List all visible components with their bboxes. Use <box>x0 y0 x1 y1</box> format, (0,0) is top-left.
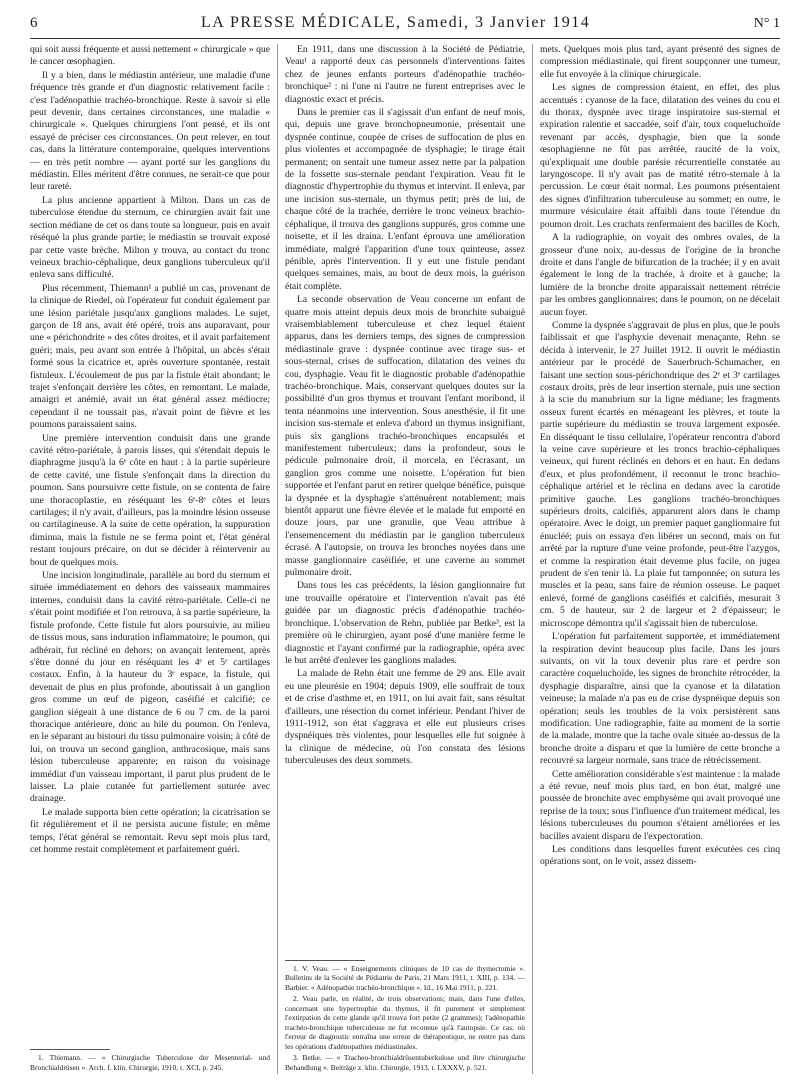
paragraph: Une première intervention conduisit dans une grande cavité rétro-pariétale, à parois lisses, qui s'étendait depuis le diaphragme jusqu'à la 6ᵉ côte en haut : à la partie supérieure de cette cavité, une fistule s'enfonçait dans la direction du poumon. Sans poursuivre cette fistule, on se contenta de faire une thoracoplastie, en réséquant les 6ᵉ-8ᵉ côtes et leurs cartilages; il n'y avait, d'ailleurs, pas la moindre lésion osseuse ou cartilagineuse. A la suite de cette opération, la suppuration diminua, mais la fistule ne se ferma point et, l'état général restant toujours précaire, on dut se décider à réintervenir au bout de quelques mois. <box>30 432 270 568</box>
page-number: 6 <box>30 15 38 31</box>
column-1 <box>30 44 270 1074</box>
paragraph: qui soit aussi fréquente et aussi nettement « chirurgicale » que le cancer œsophagien. <box>30 44 270 68</box>
paragraph: Comme la dyspnée s'aggravait de plus en plus, que le pouls faiblissait et que l'asphyxie devenait menaçante, Rehn se décida à intervenir, le 27 Juillet 1912. Il ouvrit le médiastin antérieur par le procédé de Sauerbruch-Schumacher, en faisant une section sous-périchondrique des 2ᵉ et 3ᵉ cartilages costaux droits, près de leur insertion sternale, puis une section à la scie du manubrium sur la ligne médiane; les fragments osseux furent écartés en ménageant les plèvres, et toute la partie supérieure du médiastin se trouva largement exposée. En disséquant le tissu cellulaire, l'opérateur rencontra d'abord la veine cave supérieure et les troncs brachio-céphaliques veineux, qui furent réclinés en dehors et en haut. En dedans d'eux, et plus profondément, il reconnut le tronc brachio-céphalique artériel et le réclina en dedans avec la carotide primitive gauche. Les ganglions trachéo-bronchiques supérieurs droits, calcifiés, apparurent alors dans le champ opératoire. Avec le doigt, un premier paquet ganglionnaire fut énucléé; puis on essaya d'en libérer un second, mais on fut arrêté par la rupture d'une veine profonde, peut-être l'azygos, et comme la respiration était devenue plus facile, on jugea prudent de s'en tenir là. La plaie fut tamponnée; on sutura les muscles et la peau, sans faire de réunion osseuse. Le paquet enlevé, formé de ganglions caséifiés et calcifiés, mesurait 3 cm. 5 de hauteur, sur 2 de largeur et 2 d'épaisseur; le microscope démontra qu'il s'agissait bien de tuberculose. <box>540 319 780 629</box>
issue-number: N° 1 <box>753 16 780 31</box>
paragraph: Dans tous les cas précédents, la lésion ganglionnaire fut une trouvaille opératoire et l'intervention n'avait pas été guidée par un diagnostic précis d'adénopathie trachéo-bronchique. L'observation de Rehn, publiée par Betke³, est la première où le chirurgien, ayant posé d'une manière ferme le diagnostic et l'ayant confirmé par la radiographie, opéra avec le but arrêté d'enlever les ganglions malades. <box>285 580 525 666</box>
paragraph: L'opération fut parfaitement supportée, et immédiatement la respiration devint beaucoup plus facile. Dans les jours suivants, on vit la toux devenir plus rare et perdre son caractère coqueluchoïde, les signes de bronchite rétrocéder, la dysphagie disparaître, ainsi que la cyanose et la dilatation veineuse; la malade n'a pas eu de crise dyspnéique depuis son opération; seuls les troubles de la voix persistèrent sans modification. Une radiographie, faite au moment de la sortie de la malade, montre que la tache ovale située au-dessus de la bronche droite a disparu et que la lumière de cette bronche a recouvré sa largeur normale, sans trace de rétrécissement. <box>540 631 780 767</box>
paragraph: La plus ancienne appartient à Milton. Dans un cas de tuberculose étendue du sternum, ce chirurgien avait fait une section médiane de cet os dans toute sa longueur, puis en avait réséqué la plus grande partie; le médiastin se trouvait exposé par cette vaste brèche. Milton y trouva, au contact du tronc veineux brachio-céphalique, deux ganglions tuberculeux qu'il enleva sans difficulté. <box>30 194 270 281</box>
paragraph: A la radiographie, on voyait des ombres ovales, de la grosseur d'une noix, au-dessus de l'origine de la bronche droite et dans l'angle de bifurcation de la trachée; il y en avait également le long de la trachée, à droite et à gauche; la lumière de la bronche droite apparaissait nettement rétrécie par les ombres ganglionnaires; dans le poumon, on ne décelait aucun foyer. <box>540 232 780 318</box>
footnote: 2. Veau parle, en réalité, de trois observations; mais, dans l'une d'elles, concernant une hypertrophie du thymus, il fit purement et simplement l'extirpation de cette glande qu'il trouva fort petite (2 grammes); l'adénopathie trachéo-bronchique tuberculeuse ne fut reconnue qu'à l'autopsie. Ce cas, où l'erreur de diagnostic entraîna une erreur de thérapeutique, ne rentre pas dans les opérations d'adénopathies médiastinales. <box>285 994 525 1051</box>
column-divider <box>277 44 278 1074</box>
paragraph: En 1911, dans une discussion à la Société de Pédiatrie, Veau¹ a rapporté deux cas personnels d'interventions faites chez de jeunes enfants porteurs d'adénopathie trachéo-bronchique² : ni l'une ni l'autre ne furent entreprises avec le diagnostic exact et précis. <box>285 44 525 105</box>
paragraph: Il y a bien, dans le médiastin antérieur, une maladie d'une fréquence très grande et d'un diagnostic relativement facile : c'est l'adénopathie trachéo-bronchique. Reste à savoir si elle peut devenir, dans certaines circonstances, une maladie « chirurgicale ». Quelques chirurgiens l'ont pensé, et ils ont essayé de préciser ces circonstances. On peut relever, en tout cas, dans la littérature contemporaine, quelques interventions — en très petit nombre — ayant porté sur les ganglions du médiastin. Elles méritent d'être connues, ne serait-ce que pour leur rareté. <box>30 69 270 193</box>
footnote: 3. Betke. — « Tracheo-bronchialdrüsentuberkulose und ihre chirurgische Behandlung ». Beiträge z. klin. Chirurgie, 1913, t. LXXXV, p. 521. <box>285 1053 525 1072</box>
header-rule <box>30 38 780 39</box>
footnotes-column-1 <box>30 1049 270 1074</box>
footnote: 1. V. Veau. — « Enseignements cliniques de 10 cas de thymectomie ». Bulletins de la Société de Pédiatrie de Paris, 21 Mars 1911, t. XIII, p. 134. — Barbier. « Adénopathie trachéo-bronchique ». Id., 16 Mai 1911, p. 221. <box>285 963 525 992</box>
paragraph: Le malade supporta bien cette opération; la cicatrisation se fit régulièrement et il ne persista aucune fistule; en même temps, l'état général se remontait. Revu sept mois plus tard, cet homme restait complètement et parfaitement guéri. <box>30 806 270 855</box>
paragraph: Cette amélioration considérable s'est maintenue : la malade a été revue, neuf mois plus tard, en bon état, malgré une poussée de bronchite avec emphysème qui avait provoqué une reprise de la toux; sous l'influence d'un traitement médical, les lésions tuberculeuses du poumon s'étaient améliorées et les bacilles avaient disparu de l'expectoration. <box>540 768 780 842</box>
column-divider <box>532 44 533 1074</box>
paragraph: mets. Quelques mois plus tard, ayant présenté des signes de compression médiastinale, qui firent soupçonner une tumeur, elle fut envoyée à la clinique chirurgicale. <box>540 44 780 80</box>
paragraph: La seconde observation de Veau concerne un enfant de quatre mois atteint depuis deux mois de bronchite subaiguë vraisemblablement tuberculeuse et chez lequel étaient apparus, dans les derniers temps, des signes de compression médiastinale grave : dyspnée continue avec tirage sus- et sous-sternal, crises de suffocation, dilatation des veines du cou, dysphagie. Veau fit le diagnostic probable d'adénopathie trachéo-bronchique. Mais, conservant quelques doutes sur la possibilité d'un gros thymus et trouvant l'enfant moribond, il tenta néanmoins une intervention. Sous anesthésie, il fit une incision sus-sternale et enleva d'abord un thymus insignifiant, puis six ganglions trachéo-bronchiques encapsulés et manifestement tuberculeux; dans la profondeur, sous le pédicule pulmonaire droit, il morcela, en l'écrasant, un ganglion gros comme une noisette. L'opération fut bien supportée et l'enfant parut en retirer quelque bénéfice, puisque la dyspnée et la dysphagie s'atténuèrent notablement; mais bientôt apparut une fièvre élevée et le malade fut emporté en douze jours, par une granulie, que Veau attribue à l'ensemencement du médiastin par le ganglion tuberculeux écrasé. A l'autopsie, on trouva les bronches noyées dans une masse ganglionnaire caséifiée, et une caverne au sommet pulmonaire droit. <box>285 294 525 579</box>
paragraph: Les conditions dans lesquelles furent exécutées ces cinq opérations sont, on le voit, assez dissem- <box>540 844 780 868</box>
journal-title: LA PRESSE MÉDICALE, Samedi, 3 Janvier 1914 <box>201 14 591 31</box>
paragraph: La malade de Rehn était une femme de 29 ans. Elle avait eu une pleurésie en 1904; depuis 1909, elle souffrait de toux et de crise d'asthme et, en 1911, on lui avait fait, sans résultat d'ailleurs, une résection du cornet inférieur. Pendant l'hiver de 1911-1912, son état s'aggrava et elle eut plusieurs crises dyspnéiques très violentes, pour lesquelles elle fut soignée à la clinique de médecine, où l'on constata des lésions tuberculeuses des deux sommets. <box>285 668 525 767</box>
page-header <box>30 14 780 36</box>
column-3 <box>540 44 780 1074</box>
paragraph: Une incision longitudinale, parallèle au bord du sternum et située immédiatement en dehors des vaisseaux mammaires internes, conduisit dans la cavité rétro-pariétale. Celle-ci ne s'était point modifiée et l'on retrouva, à sa partie supérieure, la fistule profonde. Cette fistule fut alors poursuivie, au milieu de tissus mous, sans induration inflammatoire; le poumon, qui adhérait, fut récliné en dehors; on avançait lentement, après s'être donné du jour en réséquant les 4ᵉ et 5ᵉ cartilages costaux. Enfin, à la hauteur du 3ᵉ espace, la fistule, qui devenait de plus en plus profonde, aboutissait à un ganglion gros comme un œuf de pigeon, caséifié et calcifié; ce ganglion siégeait à une distance de 6 ou 7 cm. de la paroi thoracique antérieure, donc au hile du poumon. On l'enleva, en le séparant au bistouri du tissu pulmonaire voisin; à côté de lui, on trouva un second ganglion, anthracosique, mais sans lésion tuberculeuse apparente; en raison du voisinage immédiat d'un vaisseau important, il parut plus prudent de le laisser. La plaie cutanée fut partiellement suturée avec drainage. <box>30 570 270 805</box>
footnote-rule <box>30 1049 110 1050</box>
footnote-rule <box>285 960 365 961</box>
footnotes-column-2 <box>285 960 525 1075</box>
footnote: 1. Thiemann. — « Chirurgische Tuberculose der Mesenterial- und Bronchialdrüsen ». Arch. f. klin. Chirurgie, 1910, t. XCI, p. 245. <box>30 1053 270 1072</box>
paragraph: Les signes de compression étaient, en effet, des plus accentués : cyanose de la face, dilatation des veines du cou et du thorax, dyspnée avec tirage inspiratoire sus-sternal et expiration ralentie et saccadée, soif d'air, toux coqueluchoïde revenant par accès, dysphagie, bien que la sonde œsophagienne ne fût pas arrêtée, raucité de la voix, qu'expliquait une double parésie récurrentielle constatée au laryngoscope. Il n'y avait pas de matité rétro-sternale à la percussion. Le cœur était normal. Les poumons présentaient des signes d'infiltration tuberculeuse au sommet; en outre, le murmure vésiculaire était affaibli dans toute l'étendue du poumon droit. Les crachats renfermaient des bacilles de Koch. <box>540 82 780 230</box>
paragraph: Dans le premier cas il s'agissait d'un enfant de neuf mois, qui, depuis une grave bronchopneumonie, présentait une dyspnée continue, coupée de crises de suffocation de plus en plus violentes et accompagnée de dysphagie; le tirage était permanent; on sentait une tumeur assez nette par la palpation de la fossette sus-sternale pendant l'expiration. Veau fit le diagnostic d'hypertrophie du thymus et intervint. Il enleva, par une incision sus-sternale, un thymus petit; près de lui, de chaque côté de la trachée, derrière le tronc veineux brachio-céphalique, il trouva des ganglions suppurés, gros comme une noisette, et il les draina. L'enfant éprouva une amélioration immédiate, malgré l'apparition d'une toux quinteuse, assez pénible, après l'intervention. Il y eut une fistule pendant quelques semaines, mais, au bout de deux mois, la guérison était complète. <box>285 107 525 292</box>
paragraph: Plus récemment, Thiemann¹ a publié un cas, provenant de la clinique de Riedel, où l'opérateur fut conduit également par une lésion pariétale jusqu'aux ganglions malades. Le sujet, garçon de 18 ans, avait été opéré, trois ans auparavant, pour une « périchondrite » des côtes droites, et il avait parfaitement guéri; mais, peu avant son entrée à l'hôpital, un abcès s'était formé sous la cicatrice et, après ouverture spontanée, restait fistuleux. L'écoulement de pus par la fistule était abondant; le trajet s'enfonçait derrière les côtes, en remontant. Le malade, amaigri et anémié, avait un état général assez médiocre; cependant il ne toussait pas, n'avait point de fièvre et les poumons paraissaient sains. <box>30 282 270 431</box>
column-2 <box>285 44 525 1074</box>
